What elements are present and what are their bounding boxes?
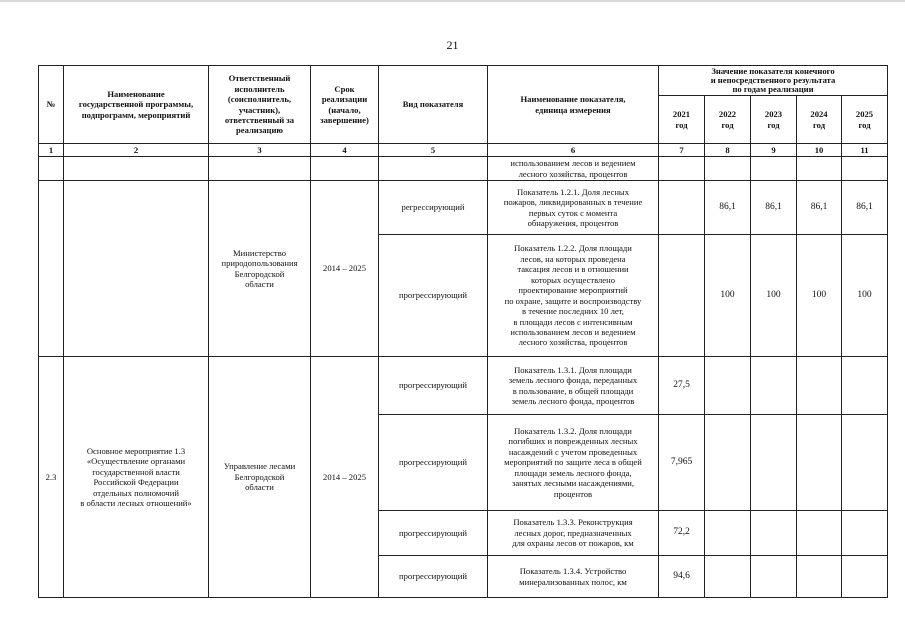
value-cell — [797, 357, 842, 415]
column-number-row — [39, 144, 888, 157]
column-number: 4 — [311, 144, 379, 157]
value-cell: 86,1 — [751, 181, 797, 235]
indicator-name-cell: Показатель 1.3.4. Устройство минерализованных полос, км — [488, 556, 659, 598]
value-cell — [842, 157, 888, 181]
value-cell — [842, 415, 888, 511]
term-cell: 2014 – 2025 — [311, 181, 379, 357]
column-number: 3 — [209, 144, 311, 157]
indicator-name-cell: Показатель 1.3.2. Доля площади погибших и поврежденных лесных насаждений с учетом проведенных мероприятий по защите леса в общей площади земель лесного фонда, занятых лесными насаждениями, процентов — [488, 415, 659, 511]
page-number: 21 — [446, 38, 459, 52]
value-cell — [797, 511, 842, 556]
column-number: 9 — [751, 144, 797, 157]
column-number: 7 — [659, 144, 705, 157]
program-cell: Основное мероприятие 1.3 «Осуществление органами государственной власти Российской Федерации отдельных полномочий в области лесных отношений» — [64, 357, 209, 598]
indicator-type-cell: прогрессирующий — [379, 415, 488, 511]
value-cell — [705, 415, 751, 511]
value-cell — [797, 157, 842, 181]
header-year-2025: 2025 год — [842, 96, 888, 144]
header-values-group: Значение показателя конечного и непосредственного результата по годам реализации — [659, 66, 888, 96]
value-cell: 100 — [797, 235, 842, 357]
header-no: № — [39, 66, 64, 144]
indicator-name-cell: использованием лесов и ведением лесного хозяйства, процентов — [488, 157, 659, 181]
column-number: 8 — [705, 144, 751, 157]
indicator-type-cell: регрессирующий — [379, 181, 488, 235]
value-cell — [842, 511, 888, 556]
header-row-1 — [39, 66, 888, 96]
value-cell: 27,5 — [659, 357, 705, 415]
value-cell — [751, 415, 797, 511]
column-number: 5 — [379, 144, 488, 157]
term-cell: 2014 – 2025 — [311, 357, 379, 598]
indicator-name-cell: Показатель 1.3.1. Доля площади земель лесного фонда, переданных в пользование, в общей площади земель лесного фонда, процентов — [488, 357, 659, 415]
header-term: Срок реализации (начало, завершение) — [311, 66, 379, 144]
value-cell: 86,1 — [797, 181, 842, 235]
value-cell: 86,1 — [842, 181, 888, 235]
value-cell — [705, 357, 751, 415]
value-cell — [705, 556, 751, 598]
header-program: Наименование государственной программы, подпрограмм, мероприятий — [64, 66, 209, 144]
column-number: 6 — [488, 144, 659, 157]
value-cell — [705, 157, 751, 181]
value-cell — [751, 556, 797, 598]
table-row — [39, 181, 888, 235]
row-no-cell: 2.3 — [39, 357, 64, 598]
indicators-table — [38, 65, 888, 598]
indicator-type-cell — [379, 157, 488, 181]
indicator-type-cell: прогрессирующий — [379, 511, 488, 556]
value-cell: 100 — [751, 235, 797, 357]
program-cell — [64, 157, 209, 181]
value-cell: 72,2 — [659, 511, 705, 556]
table-row — [39, 157, 888, 181]
indicator-type-cell: прогрессирующий — [379, 556, 488, 598]
scan-edge — [0, 0, 905, 2]
executor-cell: Министерство природопользования Белгородской области — [209, 181, 311, 357]
value-cell — [797, 556, 842, 598]
row-no-cell — [39, 157, 64, 181]
column-number: 1 — [39, 144, 64, 157]
program-cell — [64, 181, 209, 357]
header-year-2021: 2021 год — [659, 96, 705, 144]
value-cell — [842, 357, 888, 415]
value-cell: 94,6 — [659, 556, 705, 598]
value-cell — [842, 556, 888, 598]
value-cell — [659, 157, 705, 181]
column-number: 2 — [64, 144, 209, 157]
indicator-type-cell: прогрессирующий — [379, 357, 488, 415]
value-cell — [659, 181, 705, 235]
executor-cell — [209, 157, 311, 181]
executor-cell: Управление лесами Белгородской области — [209, 357, 311, 598]
row-no-cell — [39, 181, 64, 357]
value-cell: 7,965 — [659, 415, 705, 511]
indicator-name-cell: Показатель 1.2.1. Доля лесных пожаров, ликвидированных в течение первых суток с момента обнаружения, процентов — [488, 181, 659, 235]
indicator-name-cell: Показатель 1.3.3. Реконструкция лесных дорог, предназначенных для охраны лесов от пожаров, км — [488, 511, 659, 556]
value-cell: 86,1 — [705, 181, 751, 235]
column-number: 11 — [842, 144, 888, 157]
value-cell — [705, 511, 751, 556]
value-cell — [751, 511, 797, 556]
value-cell: 100 — [842, 235, 888, 357]
header-executor: Ответственный исполнитель (соисполнитель, участник), ответственный за реализацию — [209, 66, 311, 144]
value-cell — [751, 357, 797, 415]
column-number: 10 — [797, 144, 842, 157]
value-cell — [797, 415, 842, 511]
value-cell — [751, 157, 797, 181]
table-row — [39, 357, 888, 415]
header-year-2023: 2023 год — [751, 96, 797, 144]
indicator-name-cell: Показатель 1.2.2. Доля площади лесов, на которых проведена таксация лесов и в отношении которых осуществлено проектирование мероприятий по охране, защите и воспроизводству в течение последних 10 лет, в площади лесов с интенсивным использованием лесов и ведением лесного хозяйства, процентов — [488, 235, 659, 357]
value-cell: 100 — [705, 235, 751, 357]
value-cell — [659, 235, 705, 357]
header-indicator-type: Вид показателя — [379, 66, 488, 144]
header-year-2024: 2024 год — [797, 96, 842, 144]
term-cell — [311, 157, 379, 181]
indicator-type-cell: прогрессирующий — [379, 235, 488, 357]
header-indicator-name: Наименование показателя, единица измерения — [488, 66, 659, 144]
header-year-2022: 2022 год — [705, 96, 751, 144]
